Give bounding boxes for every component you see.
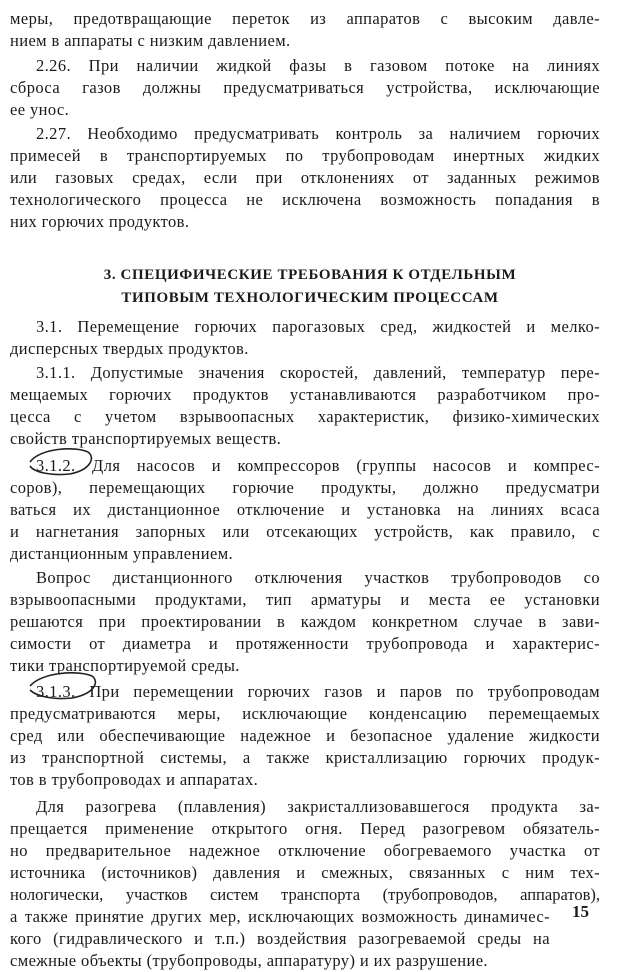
text-line: смежные объекты (трубопроводы, аппаратуру) и их разрушение. <box>10 951 488 970</box>
text-line: меры, предотвращающие переток из аппаратов с высоким давле- <box>10 9 600 28</box>
text-line: но предварительное надежное отключение обогреваемого участка от <box>10 841 600 860</box>
text-line: свойств транспортируемых веществ. <box>10 429 282 448</box>
section-heading-line-2: ТИПОВЫМ ТЕХНОЛОГИЧЕСКИМ ПРОЦЕССАМ <box>121 290 499 306</box>
text-line: сред или обеспечивающие надежное и безопасное удаление жидкости <box>10 726 600 745</box>
text-line: тики транспортируемой среды. <box>10 656 240 675</box>
text-line: кого (гидравлического и т.п.) воздействия разогреваемой среды на <box>10 929 550 948</box>
text-line: а также принятие других мер, исключающих возможность динамичес- <box>10 907 550 926</box>
text-line: ее унос. <box>10 100 70 119</box>
text-line: примесей в транспортируемых по трубопроводам инертных жидких <box>10 146 600 165</box>
text-line: источника (источников) давления и смежных, связанных с ним тех- <box>10 863 600 882</box>
text-line: или газовых средах, если при отклонениях от заданных режимов <box>10 168 600 187</box>
text-line: них горючих продуктов. <box>10 212 190 231</box>
text-line: дистанционным управлением. <box>10 544 234 563</box>
section-heading-line-1: 3. СПЕЦИФИЧЕСКИЕ ТРЕБОВАНИЯ К ОТДЕЛЬНЫМ <box>103 267 517 283</box>
page-number: 15 <box>572 902 589 921</box>
text-line: тов в трубопроводах и аппаратах. <box>10 770 259 789</box>
text-line: ваться их дистанционное отключение и установка на линиях всаса <box>10 500 600 519</box>
text-line: 3.1.2. Для насосов и компрессоров (группы насосов и компрес- <box>36 456 600 475</box>
text-line: дисперсных твердых продуктов. <box>10 339 249 358</box>
text-line: решаются при проектировании в каждом конкретном случае в зави- <box>10 612 600 631</box>
text-line: сброса газов должны предусматриваться устройства, исключающие <box>10 78 600 97</box>
text-line: и нагнетания запорных или отсекающих устройств, как правило, с <box>10 522 600 541</box>
text-line: предусматриваются меры, исключающие конденсацию перемещаемых <box>10 704 600 723</box>
text-line: мещаемых горючих продуктов устанавливаются разработчиком про- <box>10 385 600 404</box>
text-line: симости от диаметра и протяженности трубопровода и характерис- <box>10 634 600 653</box>
text-line: нием в аппараты с низким давлением. <box>10 31 291 50</box>
text-line: технологического процесса не исключена возможность попадания в <box>10 190 600 209</box>
text-line: 3.1.1. Допустимые значения скоростей, давлений, температур пере- <box>36 363 600 382</box>
text-line: Вопрос дистанционного отключения участков трубопроводов со <box>36 568 600 587</box>
text-line: взрывоопасными продуктами, тип арматуры и места ее установки <box>10 590 600 609</box>
text-line: 3.1.3. При перемещении горючих газов и паров по трубопроводам <box>36 682 600 701</box>
text-line: прещается применение открытого огня. Перед разогревом обязатель- <box>10 819 600 838</box>
text-line: нологически, участков систем транспорта (трубопроводов, аппаратов), <box>10 885 600 904</box>
text-line: 3.1. Перемещение горючих парогазовых сред, жидкостей и мелко- <box>36 317 600 336</box>
text-line: цесса с учетом взрывоопасных характеристик, физико-химических <box>10 407 600 426</box>
text-line: 2.27. Необходимо предусматривать контроль за наличием горючих <box>36 124 600 143</box>
text-line: 2.26. При наличии жидкой фазы в газовом потоке на линиях <box>36 56 600 75</box>
text-line: соров), перемещающих горючие продукты, должно предусматри <box>10 478 600 497</box>
text-line: Для разогрева (плавления) закристаллизовавшегося продукта за- <box>36 797 600 816</box>
text-line: из транспортной системы, а также кристаллизацию горючих продук- <box>10 748 600 767</box>
